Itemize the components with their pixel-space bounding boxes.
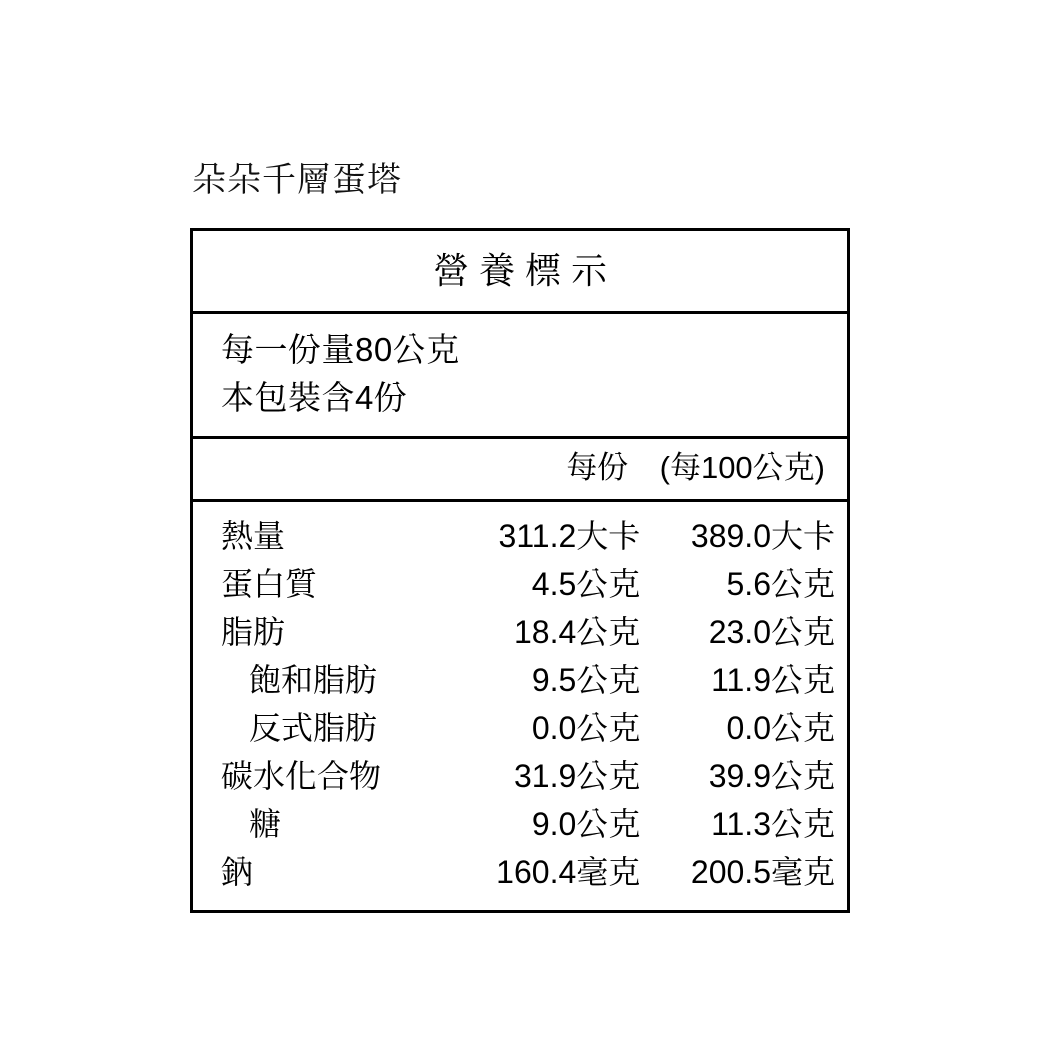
nutrient-label: 脂肪	[221, 614, 286, 650]
nutrient-value-per-100g: 5.6公克	[726, 566, 835, 602]
nutrient-label: 碳水化合物	[221, 758, 382, 794]
nutrient-value-per-serving: 4.5公克	[531, 566, 641, 602]
column-header-per-serving: 每份	[566, 450, 629, 485]
table-row	[193, 800, 847, 848]
nutrient-label: 熱量	[221, 518, 286, 554]
nutrient-value-per-serving: 311.2大卡	[498, 518, 641, 554]
nutrient-label: 糖	[249, 806, 282, 842]
table-row	[193, 560, 847, 608]
nutrient-value-per-serving: 9.5公克	[531, 662, 641, 698]
nutrient-value-per-serving: 9.0公克	[531, 806, 641, 842]
nutrient-value-per-100g: 39.9公克	[708, 758, 835, 794]
nutrient-label: 鈉	[221, 854, 254, 890]
serving-information	[193, 314, 847, 439]
nutrient-label: 蛋白質	[221, 566, 318, 602]
table-row	[193, 704, 847, 752]
nutrient-value-per-serving: 0.0公克	[531, 710, 641, 746]
table-row	[193, 512, 847, 560]
nutrient-value-per-serving: 18.4公克	[513, 614, 641, 650]
nutrient-label: 反式脂肪	[249, 710, 378, 746]
nutrient-value-per-serving: 160.4毫克	[496, 854, 641, 890]
table-row	[193, 656, 847, 704]
column-header-per-100g: (每100公克)	[659, 450, 825, 485]
table-row	[193, 752, 847, 800]
nutrient-value-per-100g: 0.0公克	[726, 710, 835, 746]
nutrition-facts-panel	[190, 228, 850, 913]
nutrient-label: 飽和脂肪	[249, 662, 378, 698]
servings-per-package-text: 本包裝含4份	[221, 379, 408, 416]
table-row	[193, 608, 847, 656]
panel-heading: 營養標示	[193, 231, 847, 314]
nutrient-value-per-100g: 23.0公克	[708, 614, 835, 650]
nutrient-value-per-100g: 11.3公克	[711, 806, 835, 842]
nutrient-rows	[193, 502, 847, 910]
nutrient-value-per-serving: 31.9公克	[513, 758, 641, 794]
serving-size-text: 每一份量80公克	[221, 331, 460, 368]
nutrient-value-per-100g: 200.5毫克	[690, 854, 835, 890]
table-row	[193, 848, 847, 896]
nutrient-value-per-100g: 11.9公克	[711, 662, 835, 698]
product-title: 朵朵千層蛋塔	[192, 161, 402, 199]
column-headers	[193, 439, 847, 502]
nutrient-value-per-100g: 389.0大卡	[690, 518, 835, 554]
